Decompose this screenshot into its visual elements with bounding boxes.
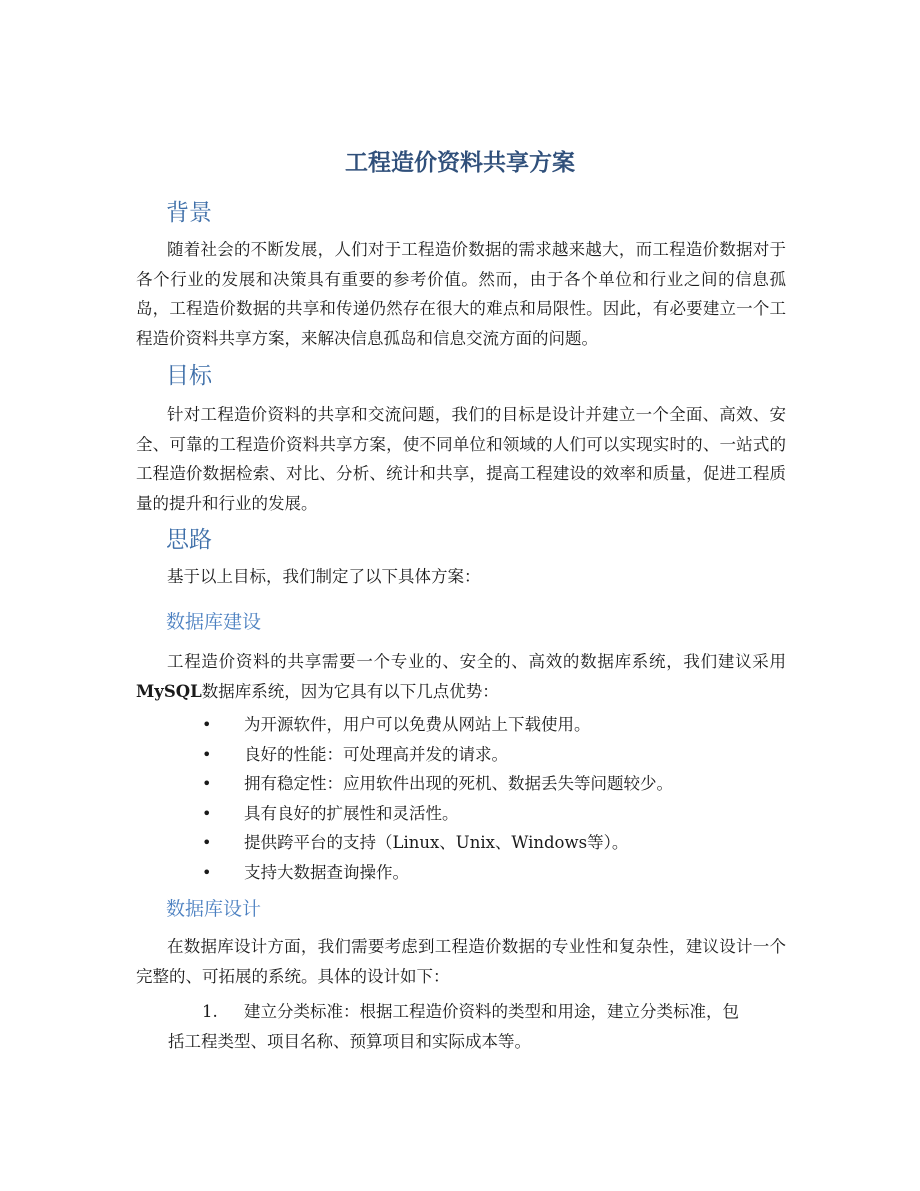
db-build-mysql: MySQL [136, 681, 202, 701]
heading-background: 背景 [166, 200, 212, 226]
list-item-line2: 括工程类型、项目名称、预算项目和实际成本等。 [168, 1031, 531, 1051]
list-item-line1: 建立分类标准：根据工程造价资料的类型和用途，建立分类标准，包 [244, 1002, 739, 1021]
db-design-list [136, 997, 786, 1056]
document-title: 工程造价资料共享方案 [345, 150, 575, 176]
paragraph-db-build [136, 647, 786, 706]
heading-goal: 目标 [166, 363, 212, 389]
heading-db-build: 数据库建设 [166, 611, 262, 633]
list-item: • 具有良好的扩展性和灵活性。 [136, 799, 786, 829]
heading-db-design: 数据库设计 [166, 898, 262, 920]
bullet-icon: • [202, 803, 212, 823]
list-item: • 为开源软件，用户可以免费从网站上下载使用。 [136, 710, 786, 740]
heading-approach: 思路 [166, 527, 212, 553]
paragraph-background: 随着社会的不断发展，人们对于工程造价数据的需求越来越大，而工程造价数据对于各个行业的发展和决策具有重要的参考价值。然而，由于各个单位和行业之间的信息孤岛，工程造价数据的共享和传递仍然存在很大的难点和局限性。因此，有必要建立一个工程造价资料共享方案，来解决信息孤岛和信息交流方面的问题。 [136, 240, 786, 348]
paragraph-approach: 基于以上目标，我们制定了以下具体方案： [167, 567, 481, 586]
list-item [136, 997, 786, 1056]
paragraph-goal: 针对工程造价资料的共享和交流问题，我们的目标是设计并建立一个全面、高效、安全、可靠的工程造价资料共享方案，使不同单位和领域的人们可以实现实时的、一站式的工程造价数据检索、对比、分析、统计和共享，提高工程建设的效率和质量，促进工程质量的提升和行业的发展。 [136, 405, 786, 513]
db-build-text-after: 数据库系统，因为它具有以下几点优势： [201, 681, 499, 701]
bullet-icon: • [202, 744, 212, 764]
list-item: • 良好的性能：可处理高并发的请求。 [136, 740, 786, 770]
list-number: 1. [202, 1002, 218, 1021]
bullet-icon: • [202, 862, 212, 882]
list-item: • 提供跨平台的支持（Linux、Unix、Windows等）。 [136, 828, 786, 858]
db-build-text-before: 工程造价资料的共享需要一个专业的、安全的、高效的数据库系统，我们建议采用 [167, 652, 786, 671]
bullet-icon: • [202, 774, 212, 793]
paragraph-db-design: 在数据库设计方面，我们需要考虑到工程造价数据的专业性和复杂性，建议设计一个完整的、可拓展的系统。具体的设计如下： [136, 937, 786, 986]
list-item: • 支持大数据查询操作。 [136, 858, 786, 888]
bullet-icon: • [202, 715, 212, 734]
list-item: • 拥有稳定性：应用软件出现的死机、数据丢失等问题较少。 [136, 769, 786, 799]
bullet-icon: • [202, 833, 212, 852]
db-build-advantages-list [136, 710, 786, 887]
